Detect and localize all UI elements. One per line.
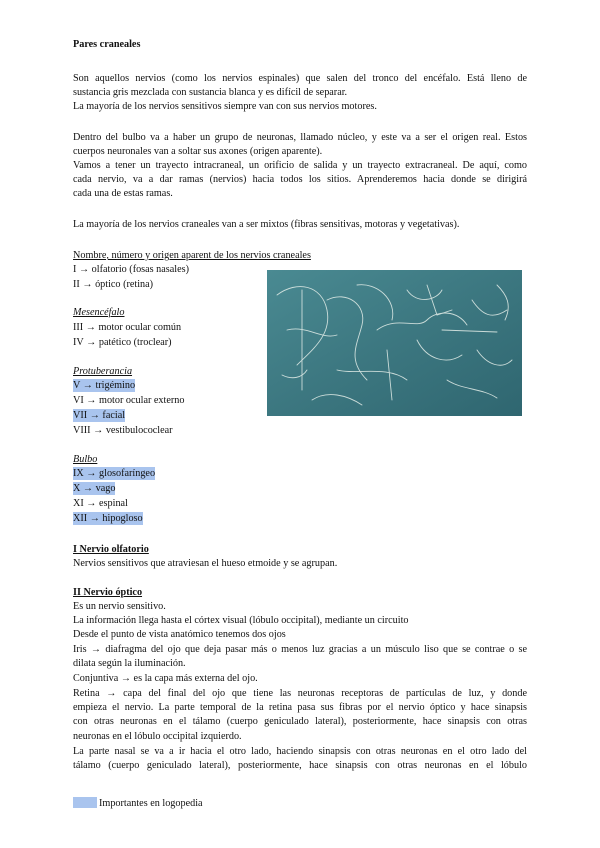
mesencefalo-heading: Mesencéfalo [73,307,125,318]
chalkboard-drawing-image [267,270,522,416]
bulbo-heading: Bulbo [73,454,98,465]
optico-line-7: Retina → capa del final del ojo que tiene las neuronas receptoras de partículas de luz, y donde [73,688,527,699]
optico-line-5: dilata según la iluminación. [73,658,186,669]
bulbo-paragraph-line-2: cuerpos neuronales van a soltar sus axones (origen aparente). [73,146,323,157]
nerve-item-i: I → olfatorio (fosas nasales) [73,264,189,275]
nerve-item-ix: IX → glosofaríngeo [73,468,156,479]
nerve-item-iv: IV → patético (troclear) [73,337,172,348]
section-olfatorio-text: Nervios sensitivos que atraviesan el hueso etmoide y se agrupan. [73,558,338,569]
optico-line-3: Desde el punto de vista anatómico tenemos dos ojos [73,629,286,640]
nerve-item-vii: VII → facial [73,410,126,421]
bulbo-paragraph-line-3: Vamos a tener un trayecto intracraneal, un orificio de salida y un trayecto extracraneal. De aquí, como [73,160,527,171]
section-olfatorio-heading: I Nervio olfatorio [73,544,149,555]
optico-line-12: tálamo (cuerpo geniculado lateral), posteriormente, hace sinapsis con otras neuronas en el lóbulo [73,760,527,771]
legend-label: Importantes en logopedia [99,798,203,809]
nerve-item-xii: XII → hipogloso [73,513,143,524]
intro-line-3: La mayoría de los nervios sensitivos siempre van con sus nervios motores. [73,101,377,112]
nerve-item-iii: III → motor ocular común [73,322,182,333]
chalk-sketch [267,270,522,416]
bulbo-paragraph-line-1: Dentro del bulbo va a haber un grupo de neuronas, llamado núcleo, y este va a ser el origen real. Estos [73,132,527,143]
mixtos-line: La mayoría de los nervios craneales van a ser mixtos (fibras sensitivas, motoras y vegetativas). [73,219,460,230]
section-optico-heading: II Nervio óptico [73,587,143,598]
intro-line-1: Son aquellos nervios (como los nervios espinales) que salen del tronco del encéfalo. Está lleno de [73,73,527,84]
bulbo-paragraph-line-5: cada una de estas ramas. [73,188,173,199]
optico-line-9: con otras neuronas en el tálamo (cuerpo geniculado lateral), posteriormente, hace sinapsis con otras [73,716,527,727]
optico-line-6: Conjuntiva → es la capa más externa del ojo. [73,673,258,684]
nerve-item-vi: VI → motor ocular externo [73,395,185,406]
optico-line-1: Es un nervio sensitivo. [73,601,166,612]
legend-color-swatch [73,797,97,808]
optico-line-10: neuronas en el lóbulo occipital izquierdo. [73,731,242,742]
nerve-item-x: X → vago [73,483,116,494]
protuberancia-heading: Protuberancia [73,366,133,377]
nerve-item-v: V → trigémino [73,380,136,391]
optico-line-4: Iris → diafragma del ojo que deja pasar más o menos luz gracias a un músculo liso que se contrae o se [73,644,527,655]
bulbo-paragraph-line-4: cada nervio, va a dar ramas (nervios) hacia todos los sitios. Aprenderemos hacia donde se dirigirá [73,174,527,185]
document-title: Pares craneales [73,39,141,50]
nerve-item-xi: XI → espinal [73,498,128,509]
optico-line-11: La parte nasal se va a ir hacia el otro lado, haciendo sinapsis con otras neuronas en el otro lado del [73,746,527,757]
nerve-item-ii: II → óptico (retina) [73,279,154,290]
nerve-item-viii: VIII → vestibulococlear [73,425,173,436]
optico-line-2: La información llega hasta el córtex visual (lóbulo occipital), mediante un circuito [73,615,409,626]
optico-line-8: empieza el nervio. La parte temporal de la retina pasa sus fibras por el nervio óptico y hace sinapsis [73,702,527,713]
nerves-list-heading: Nombre, número y origen aparent de los nervios craneales [73,250,311,261]
intro-line-2: sustancia gris mezclada con sustancia blanca y es difícil de separar. [73,87,348,98]
